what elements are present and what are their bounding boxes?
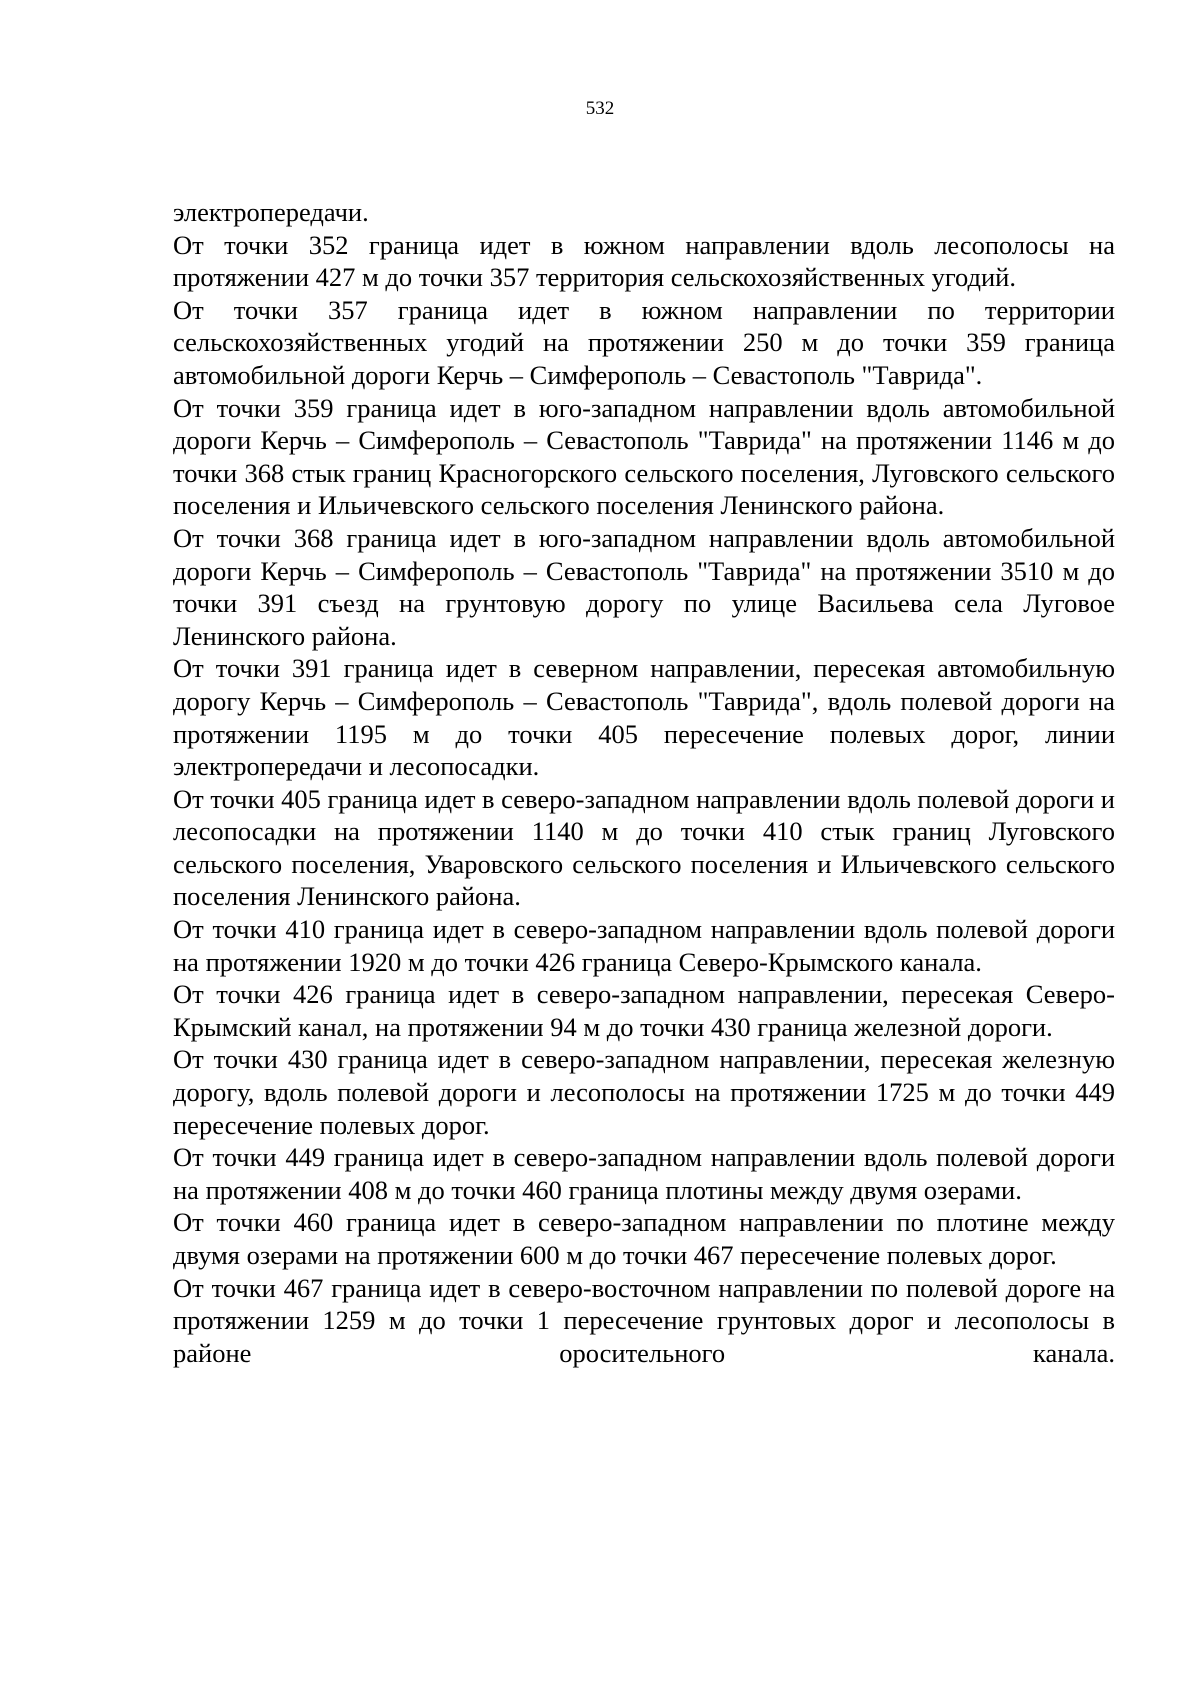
paragraph: От точки 391 граница идет в северном направлении, пересекая автомобильную дорогу Керчь – Симферополь – Севастополь "Таврида", вдоль полевой дороги на протяжении 1195 м до точки 405 пересечение полевых дорог, линии электропередачи и лесопосадки. xyxy=(173,653,1115,782)
paragraph: От точки 357 граница идет в южном направлении по территории сельскохозяйственных угодий на протяжении 250 м до точки 359 граница автомобильной дороги Керчь – Симферополь – Севастополь "Таврида". xyxy=(173,294,1115,390)
page-number: 532 xyxy=(585,98,615,119)
paragraph: От точки 426 граница идет в северо-западном направлении, пересекая Северо-Крымский канал, на протяжении 94 м до точки 430 граница железной дороги. xyxy=(173,979,1115,1042)
paragraph: электропередачи. xyxy=(173,197,369,227)
paragraph: От точки 405 граница идет в северо-западном направлении вдоль полевой дороги и лесопосадки на протяжении 1140 м до точки 410 стык границ Луговского сельского поселения, Уваровского сельского поселения и Ильичевского сельского поселения Ленинского района. xyxy=(173,783,1115,912)
paragraph: От точки 410 граница идет в северо-западном направлении вдоль полевой дороги на протяжении 1920 м до точки 426 граница Северо-Крымского канала. xyxy=(173,914,1115,977)
paragraph: От точки 368 граница идет в юго-западном направлении вдоль автомобильной дороги Керчь – Симферополь – Севастополь "Таврида" на протяжении 3510 м до точки 391 съезд на грунтовую дорогу по улице Васильева села Луговое Ленинского района. xyxy=(173,522,1115,651)
document-body xyxy=(173,196,1115,1369)
paragraph: От точки 430 граница идет в северо-западном направлении, пересекая железную дорогу, вдоль полевой дороги и лесополосы на протяжении 1725 м до точки 449 пересечение полевых дорог. xyxy=(173,1044,1115,1140)
paragraph: От точки 359 граница идет в юго-западном направлении вдоль автомобильной дороги Керчь – Симферополь – Севастополь "Таврида" на протяжении 1146 м до точки 368 стык границ Красногорского сельского поселения, Луговского сельского поселения и Ильичевского сельского поселения Ленинского района. xyxy=(173,392,1115,521)
paragraph: От точки 460 граница идет в северо-западном направлении по плотине между двумя озерами на протяжении 600 м до точки 467 пересечение полевых дорог. xyxy=(173,1207,1115,1270)
paragraph: От точки 352 граница идет в южном направлении вдоль лесополосы на протяжении 427 м до точки 357 территория сельскохозяйственных угодий. xyxy=(173,229,1115,293)
paragraph: От точки 467 граница идет в северо-восточном направлении по полевой дороге на протяжении 1259 м до точки 1 пересечение грунтовых дорог и лесополосы в районе оросительного канала. xyxy=(173,1272,1115,1368)
paragraph: От точки 449 граница идет в северо-западном направлении вдоль полевой дороги на протяжении 408 м до точки 460 граница плотины между двумя озерами. xyxy=(173,1142,1115,1205)
